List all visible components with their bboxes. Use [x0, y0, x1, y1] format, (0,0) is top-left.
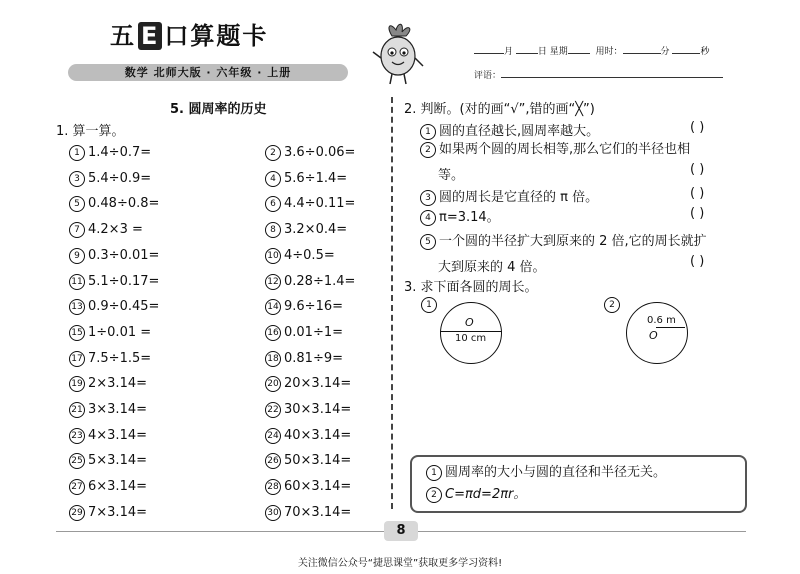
answer-blank-5[interactable]: ( )	[690, 254, 705, 269]
page-number: 8	[384, 521, 418, 541]
judge-text: 如果两个圆的周长相等,那么它们的半径也相	[439, 142, 691, 157]
calc-problem-13	[69, 299, 159, 315]
problem-expression: 5.4÷0.9=	[88, 170, 152, 186]
problem-number: 27	[69, 479, 85, 495]
brand-post: 口算题卡	[164, 22, 269, 50]
calc-problem-19	[69, 376, 147, 392]
problem-number: 30	[265, 505, 281, 521]
judge-number: 1	[420, 124, 436, 140]
calc-problem-14	[265, 299, 343, 315]
review-label: 评语：	[474, 71, 502, 81]
circle-2-radius	[656, 327, 685, 328]
problem-expression: 4×3.14=	[88, 427, 148, 443]
tip-2-number: 2	[426, 487, 442, 503]
judge-item-5	[420, 230, 707, 275]
seconds-label: 秒	[700, 47, 710, 57]
problem-number: 19	[69, 376, 85, 392]
judge-text: π=3.14。	[439, 210, 500, 225]
problem-expression: 5.1÷0.17=	[88, 273, 160, 289]
calc-problem-9	[69, 248, 159, 264]
calc-problem-12	[265, 274, 355, 290]
problem-number: 10	[265, 248, 281, 264]
problem-expression: 5×3.14=	[88, 453, 148, 469]
calc-problem-22	[265, 402, 351, 418]
circle-1-center-label: O	[465, 316, 474, 329]
calc-problem-29	[69, 505, 147, 521]
problem-expression: 40×3.14=	[284, 427, 352, 443]
judge-item-4	[420, 206, 500, 226]
calc-problem-20	[265, 376, 351, 392]
problem-number: 1	[69, 145, 85, 161]
tip-1	[426, 461, 666, 481]
problem-expression: 0.01÷1=	[284, 324, 344, 340]
calc-problem-2	[265, 145, 355, 161]
problem-number: 15	[69, 325, 85, 341]
date-time-line	[474, 44, 709, 57]
calc-problem-8	[265, 222, 347, 238]
calc-problem-4	[265, 171, 347, 187]
problem-expression: 20×3.14=	[284, 376, 352, 392]
problem-number: 18	[265, 351, 281, 367]
problem-expression: 3.2×0.4=	[284, 222, 348, 238]
circle-2-center-label: O	[649, 329, 658, 342]
figure-2-number: 2	[604, 297, 620, 313]
calc-problem-24	[265, 428, 351, 444]
judge-item-2	[420, 138, 690, 183]
problem-expression: 1÷0.01 =	[88, 324, 152, 340]
figure-1-number: 1	[421, 297, 437, 313]
month-label: 月	[504, 47, 514, 57]
problem-number: 7	[69, 222, 85, 238]
problem-expression: 4÷0.5=	[284, 247, 335, 263]
week-blank[interactable]	[568, 44, 590, 54]
problem-expression: 50×3.14=	[284, 453, 352, 469]
answer-blank-4[interactable]: ( )	[690, 206, 705, 221]
problem-number: 25	[69, 453, 85, 469]
circle-2-measure: 0.6 m	[647, 315, 676, 326]
problem-number: 2	[265, 145, 281, 161]
subject-bar: 数学 北师大版 · 六年级 · 上册	[68, 64, 348, 81]
problem-expression: 2×3.14=	[88, 376, 148, 392]
problem-number: 11	[69, 274, 85, 290]
minutes-label: 分	[660, 47, 670, 57]
tip-1-number: 1	[426, 465, 442, 481]
calc-problem-27	[69, 479, 147, 495]
brand-letter: E	[138, 22, 162, 50]
tip-2-text: C=πd=2πr。	[445, 487, 527, 502]
brand-title	[110, 16, 268, 51]
problem-expression: 7.5÷1.5=	[88, 350, 152, 366]
problem-number: 24	[265, 428, 281, 444]
problem-number: 16	[265, 325, 281, 341]
problem-expression: 6×3.14=	[88, 479, 148, 495]
tip-2	[426, 483, 526, 503]
problem-number: 4	[265, 171, 281, 187]
circle-1-measure: 10 cm	[455, 333, 487, 344]
calc-problem-28	[265, 479, 351, 495]
answer-blank-3[interactable]: ( )	[690, 186, 705, 201]
tip-1-text: 圆周率的大小与圆的直径和半径无关。	[445, 465, 667, 480]
problem-number: 22	[265, 402, 281, 418]
calc-problem-25	[69, 453, 147, 469]
circle-1-diameter	[440, 331, 502, 332]
problem-expression: 0.48÷0.8=	[88, 196, 160, 212]
problem-number: 12	[265, 274, 281, 290]
problem-expression: 3.6÷0.06=	[284, 145, 356, 160]
problem-number: 13	[69, 299, 85, 315]
answer-blank-1[interactable]: ( )	[690, 120, 705, 135]
brand-pre: 五	[110, 22, 136, 50]
calc-problem-15	[69, 325, 151, 341]
footer-note: 关注微信公众号“捷思课堂”获取更多学习资料!	[297, 558, 503, 569]
problem-number: 5	[69, 196, 85, 212]
problem-expression: 1.4÷0.7=	[88, 145, 152, 160]
calc-problem-7	[69, 222, 143, 238]
calc-problem-11	[69, 274, 159, 290]
judge-item-1	[420, 120, 599, 140]
problem-number: 6	[265, 196, 281, 212]
problem-expression: 0.28÷1.4=	[284, 273, 356, 289]
review-line	[474, 68, 723, 81]
problem-number: 9	[69, 248, 85, 264]
section-title: 5. 圆周率的历史	[170, 102, 267, 117]
q1-heading: 1. 算一算。	[56, 124, 125, 139]
judge-item-3	[420, 186, 598, 206]
q3-heading: 3. 求下面各圆的周长。	[404, 280, 538, 295]
judge-text-cont: 大到原来的 4 倍。	[438, 260, 546, 275]
problem-number: 8	[265, 222, 281, 238]
problem-expression: 60×3.14=	[284, 479, 352, 495]
column-divider	[391, 97, 393, 509]
calc-problem-17	[69, 351, 151, 367]
calc-problem-5	[69, 196, 159, 212]
seconds-blank[interactable]	[672, 44, 700, 54]
calc-problem-3	[69, 171, 151, 187]
calc-problem-23	[69, 428, 147, 444]
judge-text-cont: 等。	[438, 168, 465, 183]
calc-problem-6	[265, 196, 355, 212]
problem-number: 21	[69, 402, 85, 418]
problem-expression: 30×3.14=	[284, 402, 352, 417]
problem-expression: 70×3.14=	[284, 504, 352, 520]
calc-problem-10	[265, 248, 335, 264]
calc-problem-21	[69, 402, 147, 418]
calc-problem-18	[265, 351, 343, 367]
calc-problem-30	[265, 505, 351, 521]
calc-problem-1	[69, 145, 151, 161]
answer-blank-2[interactable]: ( )	[690, 162, 705, 177]
judge-number: 2	[420, 142, 436, 158]
day-label: 日	[537, 47, 547, 57]
figure-2	[604, 297, 623, 313]
problem-number: 28	[265, 479, 281, 495]
problem-number: 20	[265, 376, 281, 392]
problem-expression: 9.6÷16=	[284, 299, 344, 315]
week-label: 星期	[549, 47, 568, 57]
month-blank[interactable]	[474, 44, 504, 54]
problem-expression: 0.81÷9=	[284, 350, 344, 366]
calc-problem-26	[265, 453, 351, 469]
calc-problem-16	[265, 325, 343, 341]
time-used-label: 用时：	[595, 47, 623, 57]
problem-number: 3	[69, 171, 85, 187]
problem-expression: 0.9÷0.45=	[88, 299, 160, 315]
problem-number: 29	[69, 505, 85, 521]
problem-expression: 7×3.14=	[88, 504, 148, 520]
problem-expression: 4.4÷0.11=	[284, 196, 356, 212]
review-blank[interactable]	[501, 68, 723, 78]
minutes-blank[interactable]	[623, 44, 661, 54]
problem-expression: 4.2×3 =	[88, 222, 143, 238]
problem-expression: 3×3.14=	[88, 402, 148, 417]
problem-number: 23	[69, 428, 85, 444]
judge-text: 一个圆的半径扩大到原来的 2 倍,它的周长就扩	[439, 234, 707, 249]
q2-heading: 2. 判断。(对的画“√”,错的画“╳”)	[404, 102, 595, 117]
judge-number: 4	[420, 210, 436, 226]
judge-text: 圆的周长是它直径的 π 倍。	[439, 190, 599, 205]
problem-number: 17	[69, 351, 85, 367]
judge-number: 5	[420, 234, 436, 250]
radish-mascot-icon	[368, 22, 428, 86]
judge-text: 圆的直径越长,圆周率越大。	[439, 124, 600, 139]
judge-number: 3	[420, 190, 436, 206]
problem-number: 26	[265, 453, 281, 469]
day-blank[interactable]	[516, 44, 538, 54]
figure-1	[421, 297, 440, 313]
problem-expression: 0.3÷0.01=	[88, 247, 160, 263]
problem-number: 14	[265, 299, 281, 315]
problem-expression: 5.6÷1.4=	[284, 170, 348, 186]
